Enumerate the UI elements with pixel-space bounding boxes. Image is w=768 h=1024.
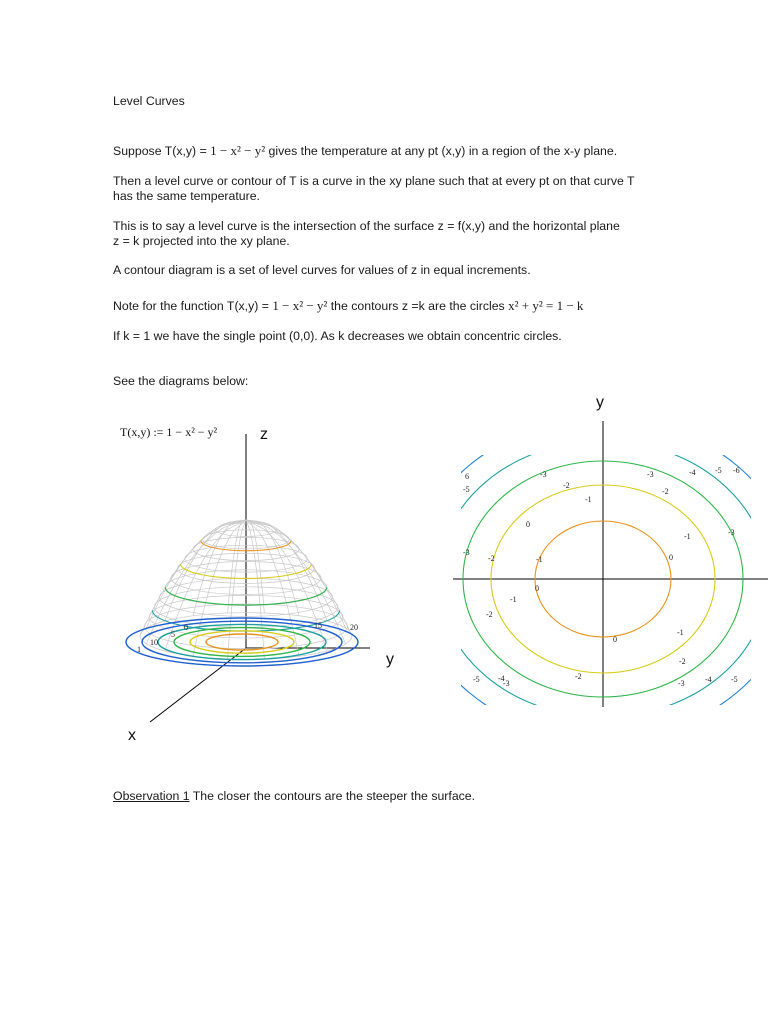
floor-contour xyxy=(206,634,278,650)
contour-level-label: -5 xyxy=(463,485,470,494)
paragraph-see-diagrams: See the diagrams below: xyxy=(113,374,249,388)
tick-label: 20 xyxy=(350,623,358,632)
contour-level-label: -4 xyxy=(705,675,712,684)
circles-equation: x² + y² = 1 − k xyxy=(508,298,584,313)
contour-level-label: 6 xyxy=(465,472,469,481)
tick-label: 0 xyxy=(184,623,188,632)
contour-level-label: -5 xyxy=(731,675,738,684)
text: gives the temperature at any pt (x,y) in a region of the x-y plane. xyxy=(265,144,618,158)
tick-label: 15 xyxy=(314,621,322,630)
axis-label-x: x xyxy=(128,727,136,744)
contour-level-label: -3 xyxy=(678,679,685,688)
mesh-meridian xyxy=(246,520,264,613)
paragraph-intersection-line2: z = k projected into the xy plane. xyxy=(113,234,290,248)
floor-contour xyxy=(174,628,310,657)
contour-level-label: -2 xyxy=(488,554,495,563)
contour-level-label: -2 xyxy=(486,610,493,619)
surface-plot xyxy=(110,410,410,750)
contour-ring xyxy=(453,419,768,715)
contour-level-label: -1 xyxy=(536,555,543,564)
contour-level-label: -2 xyxy=(662,487,669,496)
text: Suppose T(x,y) = xyxy=(113,144,211,158)
axis-label-z: z xyxy=(260,426,268,443)
paragraph-temperature xyxy=(113,143,617,159)
floor-contours xyxy=(126,618,358,666)
contour-level-label: -6 xyxy=(733,466,740,475)
contour-level-label: 0 xyxy=(535,584,539,593)
contour-level-label: -1 xyxy=(684,532,691,541)
contour-level-label: -1 xyxy=(677,628,684,637)
surface-formula: T(x,y) := 1 − x² − y² xyxy=(120,425,218,439)
contour-level-label: -2 xyxy=(575,672,582,681)
contour-level-label: -4 xyxy=(689,468,696,477)
observation-text: The closer the contours are the steeper the surface. xyxy=(189,789,476,803)
floor-contour xyxy=(126,618,358,666)
text: Note for the function T(x,y) = xyxy=(113,299,273,313)
contour-level-label: 0 xyxy=(613,635,617,644)
contour-axis-label-y: y xyxy=(596,394,604,411)
tick-label: 10 xyxy=(150,638,158,647)
axis-label-y: y xyxy=(386,651,394,668)
contour-level-label: -3 xyxy=(463,548,470,557)
paragraph-level-curve-line2: has the same temperature. xyxy=(113,189,260,203)
page-title: Level Curves xyxy=(113,94,185,108)
contour-level-label: -1 xyxy=(510,595,517,604)
contour-ring xyxy=(453,385,768,715)
paragraph-level-curve-line1: Then a level curve or contour of T is a curve in the xy plane such that at every pt on that curve T xyxy=(113,174,635,188)
paragraph-concentric: If k = 1 we have the single point (0,0). As k decreases we obtain concentric circles. xyxy=(113,329,562,343)
contour-rings xyxy=(453,385,768,715)
contour-labels xyxy=(463,466,740,688)
paragraph-function-note xyxy=(113,298,583,314)
contour-level-label: -2 xyxy=(679,657,686,666)
contour-level-label: -3 xyxy=(503,679,510,688)
contour-ring xyxy=(453,399,768,715)
tick-label: 1 xyxy=(137,645,141,654)
observation-paragraph xyxy=(113,789,475,804)
contour-level-label: -3 xyxy=(647,470,654,479)
text: the contours z =k are the circles xyxy=(327,299,509,313)
contour-level-label: 0 xyxy=(669,553,673,562)
contour-level-label: -4 xyxy=(498,674,505,683)
contour-level-label: -2 xyxy=(563,481,570,490)
mesh-meridian xyxy=(228,520,246,613)
contour-level-label: 0 xyxy=(526,520,530,529)
contour-level-label: -5 xyxy=(473,675,480,684)
formula: 1 − x² − y² xyxy=(210,143,266,158)
contour-level-label: -5 xyxy=(715,466,722,475)
contour-level-label: -1 xyxy=(585,495,592,504)
tick-label: 5 xyxy=(171,630,175,639)
formula: 1 − x² − y² xyxy=(272,298,328,313)
contour-plot xyxy=(453,385,768,715)
observation-label: Observation 1 xyxy=(113,789,190,803)
contour-level-label: -3 xyxy=(540,470,547,479)
contour-level-label: -3 xyxy=(728,528,735,537)
paragraph-contour-diagram: A contour diagram is a set of level curves for values of z in equal increments. xyxy=(113,263,531,277)
paragraph-intersection-line1: This is to say a level curve is the intersection of the surface z = f(x,y) and the horizontal plane xyxy=(113,219,620,233)
